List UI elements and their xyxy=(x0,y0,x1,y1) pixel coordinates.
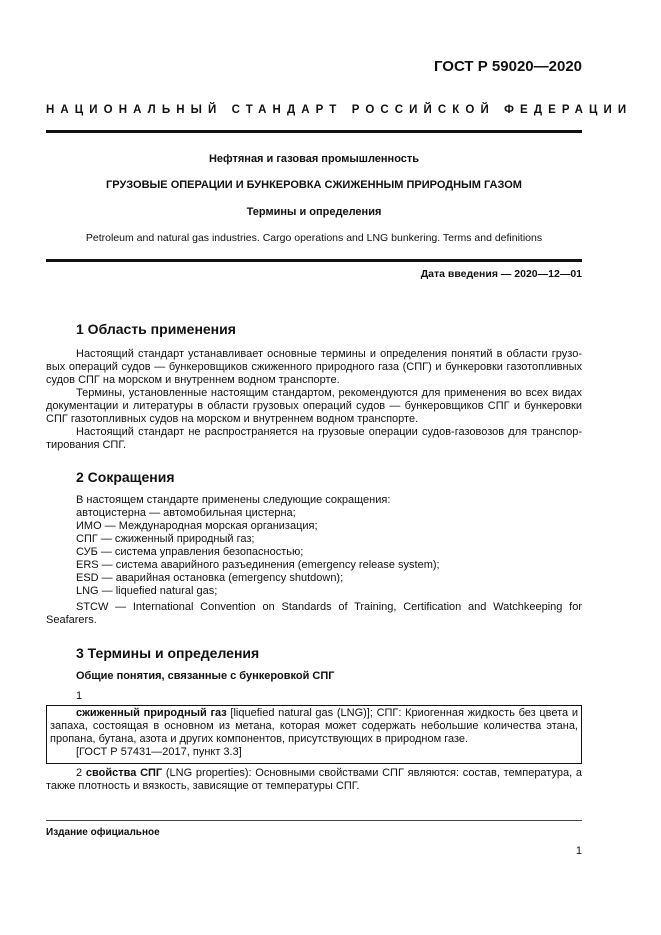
term-1-text xyxy=(50,707,578,746)
english-title: Petroleum and natural gas industries. Cargo operations and LNG bunkering. Terms and definitions xyxy=(85,232,543,244)
title-rule xyxy=(46,259,582,262)
abbreviation-item: ERS — система аварийного разъединения (emergency release system); xyxy=(76,559,440,571)
abbreviation-item-stcw-cont: Seafarers. xyxy=(46,614,97,626)
section-2-heading: 2 Сокращения xyxy=(76,469,175,485)
header-rule xyxy=(46,130,582,133)
term-1-definition: [liquefied natural gas (LNG)]; СПГ: Криогенная жидкость без цвета и запаха, состоящая в основном из метана, которая может содержать небольшие количества этана, пропана, бутана, азота и других компонентов, присутствующих в природном газе. xyxy=(50,707,578,745)
abbreviation-item: автоцистерна — автомобильная цистерна; xyxy=(76,507,296,519)
gost-number: ГОСТ Р 59020—2020 xyxy=(433,58,582,75)
section-1-paragraph: Термины, установленные настоящим стандартом, рекомендуются для применения во всех видах документации и литературы в области грузовых операций судов — бункеровщиков СПГ и бункеровки СПГ газотопливных судов на морском и внутреннем водном транспорте. xyxy=(46,387,582,425)
abbreviation-item: ESD — аварийная остановка (emergency shutdown); xyxy=(76,572,344,584)
term-1-name: сжиженный природный газ xyxy=(76,707,227,719)
abbreviation-item-stcw: STCW — International Convention on Standards of Training, Certification and Watchkeeping for xyxy=(76,601,582,613)
abbreviation-item: СПГ — сжиженный природный газ; xyxy=(76,533,255,545)
section-3-heading: 3 Термины и определения xyxy=(76,645,260,661)
term-2-text xyxy=(46,767,582,793)
term-2-definition: (LNG properties): Основными свойствами СПГ являются: состав, температура, а также плотность и вязкость, зависящие от температуры СПГ. xyxy=(46,767,582,792)
abbreviation-item: ИМО — Международная морская организация; xyxy=(76,520,318,532)
national-standard-banner: НАЦИОНАЛЬНЫЙ СТАНДАРТ РОССИЙСКОЙ ФЕДЕРАЦИИ xyxy=(46,104,633,116)
official-edition-label: Издание официальное xyxy=(46,827,160,838)
term-2-name: свойства СПГ xyxy=(85,767,163,779)
standard-title: ГРУЗОВЫЕ ОПЕРАЦИИ И БУНКЕРОВКА СЖИЖЕННЫМ ПРИРОДНЫМ ГАЗОМ xyxy=(106,179,522,191)
abbreviation-item: СУБ — система управления безопасностью; xyxy=(76,546,304,558)
industry-subtitle: Нефтяная и газовая промышленность xyxy=(208,153,420,165)
terms-subtitle: Термины и определения xyxy=(246,206,382,218)
footer-rule xyxy=(46,820,582,821)
page-number: 1 xyxy=(575,845,582,857)
section-1-paragraph: Настоящий стандарт устанавливает основные термины и определения понятий в области грузо-вых операций судов — бункеровщиков сжиженного природного газа (СПГ) и бункеровки газотопливных судов СПГ на морском и внутреннем водном транспорте. xyxy=(46,348,582,386)
abbreviation-item: LNG — liquefied natural gas; xyxy=(76,585,218,597)
term-2-number: 2 xyxy=(76,767,83,779)
term-1-reference: [ГОСТ Р 57431—2017, пункт 3.3] xyxy=(76,746,242,758)
abbreviations-intro: В настоящем стандарте применены следующие сокращения: xyxy=(76,494,391,506)
term-1-number: 1 xyxy=(76,690,83,702)
introduction-date: Дата введения — 2020—12—01 xyxy=(420,268,582,280)
section-1-paragraph: Настоящий стандарт не распространяется на грузовые операции судов-газовозов для транспор-тирования СПГ. xyxy=(46,426,582,451)
abbreviations-list xyxy=(76,494,582,598)
terms-group-heading: Общие понятия, связанные с бункеровкой СПГ xyxy=(76,670,335,682)
section-1-heading: 1 Область применения xyxy=(76,321,236,337)
